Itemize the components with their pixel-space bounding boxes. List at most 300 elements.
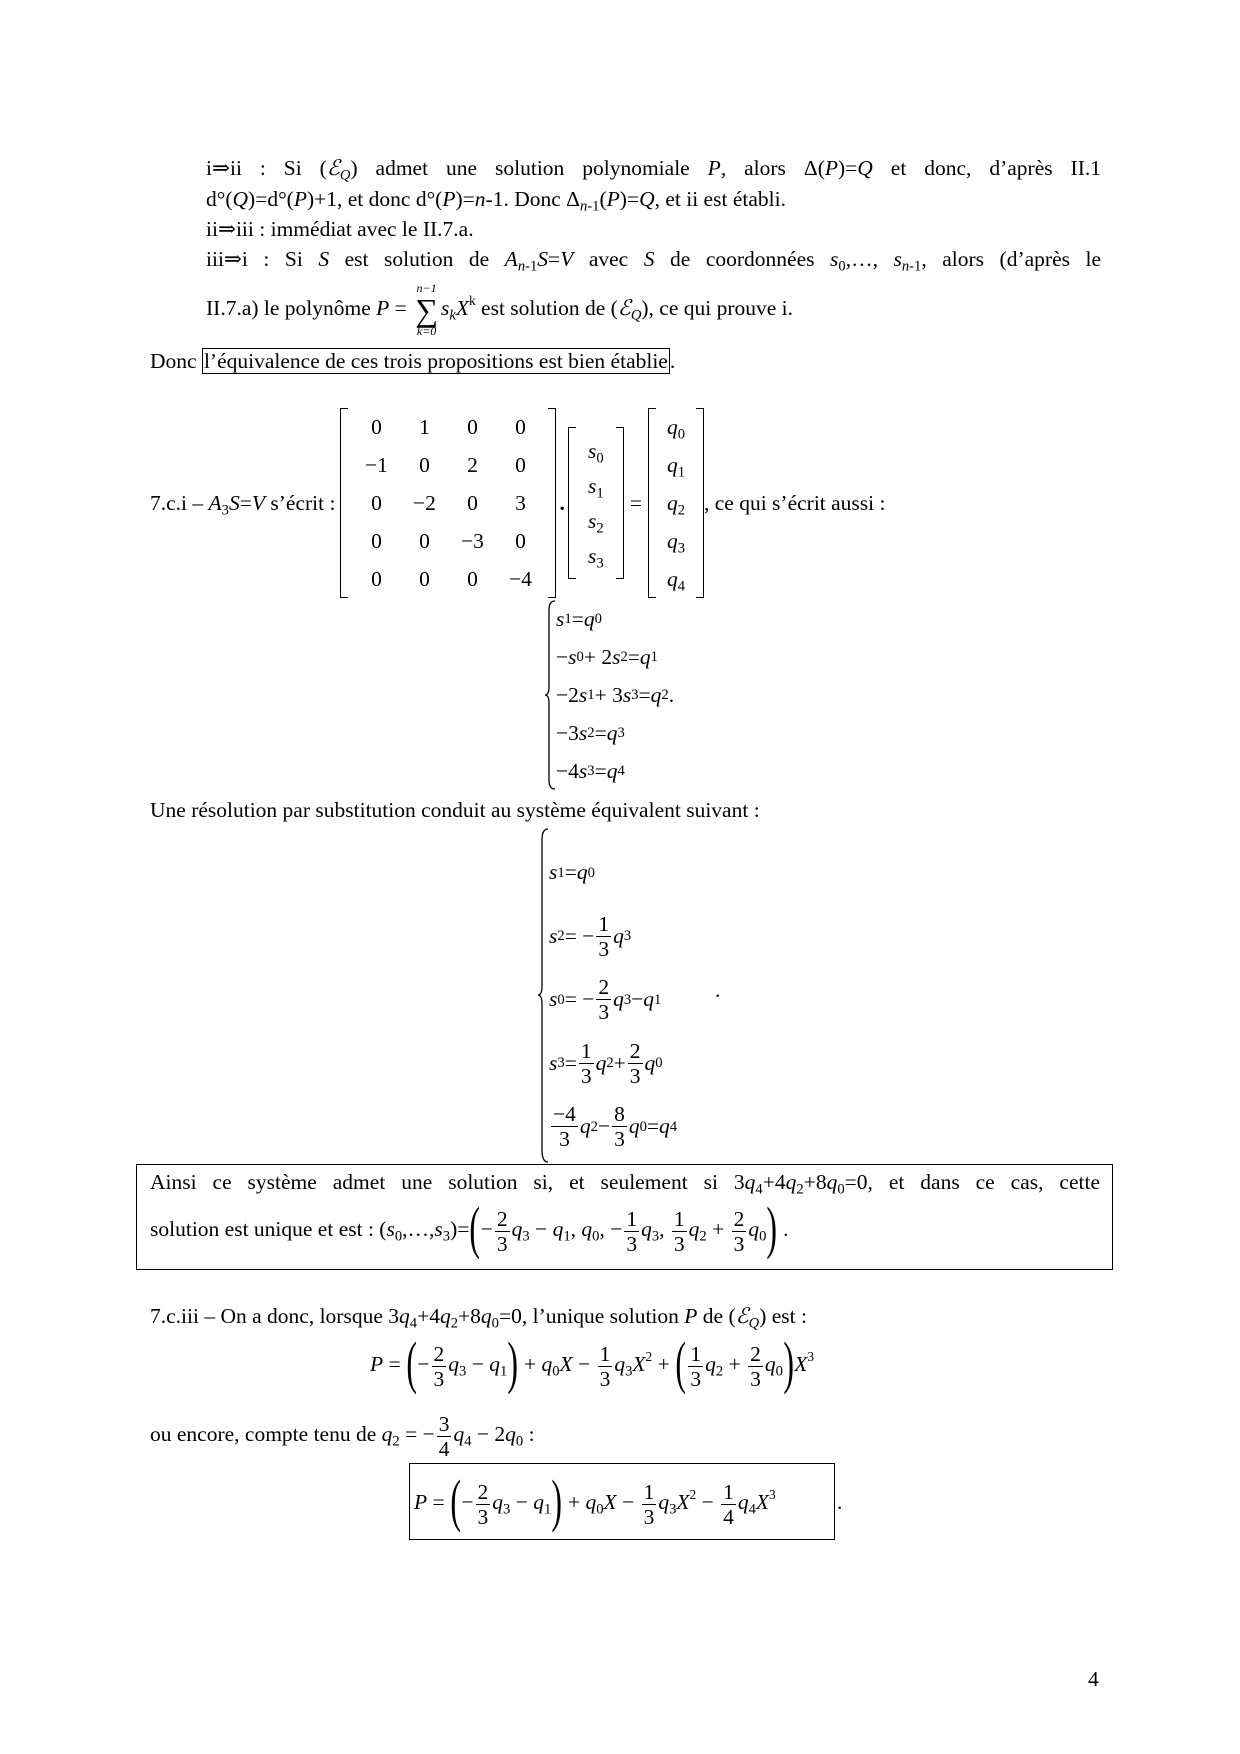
math-variable: A: [504, 247, 518, 271]
matrix-cell: −2: [413, 491, 436, 515]
subscript: 3: [669, 1501, 677, 1518]
fraction-denominator: 3: [599, 1366, 611, 1391]
boxed-conclusion: l’équivalence de ces trois propositions est bien établie: [203, 349, 668, 373]
text: =: [427, 1490, 451, 1514]
math-variable: X: [603, 1490, 617, 1514]
subscript: 0: [837, 1181, 845, 1198]
matrix-equation: [150, 408, 886, 598]
vector-entry: [667, 526, 685, 556]
matrix-equation-label: [150, 488, 335, 518]
matrix-cell: −3: [461, 529, 484, 553]
text: +4: [762, 1170, 786, 1194]
subscript: Q: [339, 167, 351, 184]
fraction-numerator: 2: [433, 1341, 445, 1366]
math-variable: s: [588, 473, 597, 498]
text: 7.c.i –: [150, 491, 209, 515]
resolution-intro: Une résolution par substitution conduit au système équivalent suivant :: [150, 798, 760, 822]
text: =: [571, 606, 584, 631]
text: −: [529, 1217, 553, 1241]
text: −4: [556, 758, 579, 783]
matrix-cell: 0: [467, 491, 478, 515]
result-line-1: [150, 1167, 1100, 1197]
superscript: 3: [769, 1487, 776, 1503]
left-brace-icon: [544, 600, 556, 790]
math-variable: X: [676, 1490, 690, 1514]
right-parenthesis: ): [766, 1195, 778, 1261]
text: +: [652, 1352, 676, 1376]
fraction: [612, 1102, 627, 1151]
text: −: [572, 1352, 596, 1376]
left-parenthesis: (: [469, 1195, 481, 1261]
text: +: [613, 1050, 626, 1075]
math-variable: q: [737, 1490, 749, 1514]
fraction-numerator: 1: [673, 1206, 685, 1231]
text: 7.c.iii – On a donc, lorsque 3: [150, 1304, 399, 1328]
system-equation: s 0 = − $\frac{2}{3}$ q 3 − q 1: [549, 975, 662, 1025]
math-variable: q: [585, 1490, 597, 1514]
math-variable: s: [549, 860, 558, 885]
text: -1. Donc Δ: [485, 187, 580, 211]
fraction-denominator: 3: [690, 1366, 702, 1391]
matrix-cell: 0: [467, 415, 478, 439]
right-parenthesis: ): [507, 1330, 519, 1396]
subscript: -1: [587, 198, 600, 215]
fraction-denominator: 3: [598, 1000, 610, 1025]
subscript: 3: [651, 1228, 660, 1245]
text: −: [556, 644, 569, 669]
text: ,: [659, 1217, 670, 1241]
text: iii⇒i : Si: [206, 247, 319, 271]
vector-q-entries: [656, 408, 696, 598]
subscript: n: [517, 258, 526, 275]
system-equation: s 1 = q 0: [556, 606, 602, 631]
text: .: [668, 682, 675, 707]
text: est solution de (: [475, 296, 618, 320]
text: −: [597, 1114, 611, 1139]
matrix-cell: 0: [371, 415, 382, 439]
subscript: n: [901, 258, 910, 275]
text: +8: [803, 1170, 827, 1194]
text: −3: [556, 720, 579, 745]
subscript: 0: [394, 1228, 403, 1245]
math-variable: s: [588, 508, 597, 533]
system-equation: s 2 = − $\frac{1}{3}$ q 3: [549, 911, 632, 961]
math-variable: s: [568, 644, 577, 669]
subscript: 3: [459, 1363, 467, 1380]
vector-s: [568, 427, 624, 579]
polynomial-formula: [370, 1330, 815, 1396]
vector-entry: [588, 506, 604, 536]
matrix-cell: 0: [371, 529, 382, 553]
fraction-denominator: 3: [477, 1504, 489, 1529]
system-equation: −2 s 1 + 3 s 3 = q 2 .: [556, 682, 675, 707]
math-variable: s: [588, 543, 597, 568]
conclusion-prefix: Donc: [150, 349, 202, 373]
math-variable: Q: [857, 156, 873, 180]
linear-system: [544, 600, 744, 790]
fraction-numerator: 2: [750, 1341, 761, 1366]
matrix-cell: 1: [419, 415, 430, 439]
text: ,: [570, 1217, 582, 1241]
subscript: 1: [499, 1363, 508, 1380]
matrix-equation-suffix: , ce qui s’écrit aussi :: [703, 491, 886, 515]
math-variable: P: [707, 156, 721, 180]
fraction: [628, 1039, 643, 1088]
subscript: -1: [525, 258, 538, 275]
text: , alors Δ(: [720, 156, 825, 180]
text: = −: [564, 923, 595, 948]
text: Ainsi ce système admet une solution si, et seulement si 3: [150, 1170, 745, 1194]
subscript: k: [449, 307, 456, 324]
text: d°(: [206, 187, 233, 211]
math-variable: q: [659, 1114, 670, 1139]
fraction: [732, 1207, 747, 1256]
matrix-cell: 0: [515, 529, 526, 553]
matrix-cell: 0: [371, 567, 382, 591]
math-variable: V: [251, 491, 266, 515]
system-equation: s 3 = $\frac{1}{3}$ q 2 + $\frac{2}{3}$ q 0: [549, 1038, 663, 1088]
math-variable: q: [641, 1217, 652, 1241]
subscript: 3: [503, 1501, 511, 1518]
fraction-denominator: 3: [643, 1504, 655, 1529]
matrix-cell: 0: [515, 453, 526, 477]
superscript: k: [469, 293, 476, 309]
math-variable: q: [606, 720, 618, 745]
proof-line-3: [206, 214, 474, 244]
math-variable: s: [578, 720, 588, 745]
final-formula: [414, 1468, 776, 1534]
section-7ciii-intro: [150, 1301, 807, 1331]
fraction: [624, 1207, 639, 1256]
final-formula-box: [409, 1463, 835, 1540]
text: ) admet une solution polynomiale: [350, 156, 708, 180]
text: est solution de: [329, 247, 505, 271]
fraction-denominator: 3: [629, 1063, 641, 1088]
math-variable: q: [764, 1352, 776, 1376]
subscript: 0: [515, 1433, 524, 1450]
text: , et ii est établi.: [654, 187, 786, 211]
matrix-cell: 2: [467, 453, 478, 477]
fraction: [551, 1102, 578, 1151]
sum-lower-limit: k=0: [416, 324, 437, 339]
text: −: [631, 987, 644, 1012]
math-variable: s: [622, 682, 632, 707]
sigma-icon: ∑: [415, 292, 438, 329]
text: −: [480, 1217, 493, 1241]
vector-entry: [588, 436, 604, 466]
text: =: [564, 1050, 577, 1075]
subscript: 3: [221, 502, 229, 519]
text: −: [466, 1352, 490, 1376]
math-variable: q: [650, 682, 662, 707]
math-variable: q: [399, 1304, 410, 1328]
fraction-numerator: 3: [438, 1411, 450, 1436]
text: =: [646, 1114, 660, 1139]
math-variable: q: [552, 1217, 564, 1241]
subscript: 1: [563, 1228, 571, 1245]
left-bracket: [568, 427, 576, 579]
math-variable: q: [606, 758, 618, 783]
text: +8: [458, 1304, 481, 1328]
subscript: 3: [625, 1363, 633, 1380]
fraction: [748, 1342, 763, 1391]
text: i⇒ii : Si (: [206, 156, 327, 180]
math-variable: q: [666, 529, 678, 553]
text: )=: [619, 187, 640, 211]
subscript: 2: [699, 1228, 707, 1245]
text: =0, et dans ce cas, cette: [844, 1170, 1100, 1194]
text: II.7.a) le polynôme: [206, 296, 377, 320]
system-trailing-dot: .: [715, 978, 721, 1002]
subscript: 1: [543, 1501, 552, 1518]
fraction-numerator: −4: [553, 1102, 576, 1127]
math-variable: q: [583, 606, 595, 631]
text: +: [518, 1352, 542, 1376]
fraction: [432, 1342, 447, 1391]
text: −2: [556, 682, 579, 707]
text: + 2: [583, 644, 613, 669]
text: ,…,: [845, 247, 894, 271]
math-variable: S: [537, 247, 549, 271]
math-variable: P: [293, 187, 307, 211]
math-variable: q: [644, 1050, 656, 1075]
system-equation: −3 s 2 = q 3: [556, 720, 625, 745]
math-variable: P: [684, 1304, 698, 1328]
math-variable: q: [613, 987, 624, 1012]
fraction-numerator: 1: [723, 1479, 734, 1504]
fraction: [688, 1342, 703, 1391]
math-variable: P: [606, 187, 620, 211]
math-variable: q: [579, 1114, 591, 1139]
superscript: 2: [645, 1349, 653, 1365]
fraction-denominator: 3: [559, 1127, 570, 1152]
left-bracket: [648, 408, 656, 598]
fraction-denominator: 3: [433, 1366, 445, 1391]
fraction-numerator: 2: [477, 1479, 489, 1504]
text: , alors (d’après le: [921, 247, 1102, 271]
text: − 2: [471, 1422, 506, 1446]
math-variable: s: [549, 1050, 558, 1075]
matrix-a3: [340, 408, 556, 598]
text: −: [461, 1490, 474, 1514]
fraction-denominator: 4: [723, 1504, 734, 1529]
proof-line-2: [206, 184, 786, 214]
text: )+1, et donc d°(: [306, 187, 443, 211]
math-variable: q: [489, 1352, 500, 1376]
math-variable: s: [578, 682, 588, 707]
text: =: [383, 1352, 407, 1376]
text: =: [389, 296, 413, 320]
matrix-cell: 0: [419, 567, 430, 591]
math-variable: ℰ: [735, 1304, 749, 1328]
math-variable: q: [595, 1050, 607, 1075]
subscript: 0: [677, 426, 686, 443]
math-variable: s: [893, 247, 902, 271]
math-variable: X: [559, 1352, 573, 1376]
math-variable: S: [228, 491, 240, 515]
math-variable: q: [453, 1422, 465, 1446]
math-variable: q: [785, 1170, 797, 1194]
matrix-cell: 0: [515, 415, 526, 439]
text: ) est :: [759, 1304, 807, 1328]
subscript: n: [579, 198, 588, 215]
vector-entry: [588, 471, 604, 501]
text: de coordonnées: [654, 247, 831, 271]
fraction-numerator: 2: [496, 1206, 508, 1231]
math-variable: X: [455, 296, 469, 320]
math-variable: Q: [639, 187, 655, 211]
fraction-numerator: 1: [626, 1206, 638, 1231]
fraction-numerator: 1: [643, 1479, 655, 1504]
subscript: 4: [755, 1181, 763, 1198]
fraction-denominator: 3: [614, 1127, 625, 1152]
text: de (: [697, 1304, 736, 1328]
matrix-cell: 0: [467, 567, 478, 591]
math-variable: q: [533, 1490, 544, 1514]
text: solution est unique et est : (: [150, 1217, 387, 1241]
fraction-denominator: 3: [580, 1063, 592, 1088]
fraction-denominator: 3: [673, 1231, 685, 1256]
math-variable: ℰ: [326, 156, 340, 180]
math-variable: n: [474, 187, 486, 211]
vector-q: [648, 408, 704, 598]
subscript: 2: [715, 1363, 724, 1380]
subscript: 2: [677, 502, 686, 519]
math-variable: P: [414, 1490, 428, 1514]
text: )=: [450, 1217, 470, 1241]
math-variable: P: [370, 1352, 384, 1376]
text: +4: [417, 1304, 440, 1328]
text: +: [706, 1217, 730, 1241]
left-brace-icon: [537, 828, 549, 1163]
subscript: 3: [677, 540, 686, 557]
sum-upper-limit: n−1: [416, 281, 437, 296]
math-variable: q: [639, 644, 651, 669]
math-variable: q: [381, 1422, 393, 1446]
system-equation: −4 s 3 = q 4: [556, 758, 625, 783]
fraction-numerator: 1: [598, 911, 610, 936]
left-parenthesis: (: [406, 1330, 418, 1396]
subscript: 0: [596, 449, 604, 466]
subscript: 3: [522, 1228, 530, 1245]
text: avec: [573, 247, 644, 271]
math-variable: s: [556, 606, 565, 631]
math-variable: q: [439, 1304, 451, 1328]
math-variable: q: [744, 1170, 756, 1194]
matrix-cell: 0: [371, 491, 382, 515]
math-variable: S: [318, 247, 330, 271]
text: ), ce qui prouve i.: [641, 296, 794, 320]
math-variable: s: [578, 758, 588, 783]
page-number: 4: [1088, 1667, 1099, 1691]
vector-entry: [667, 564, 685, 594]
math-variable: q: [666, 491, 678, 515]
system-equation: − s 0 + 2 s 2 = q 1: [556, 644, 658, 669]
fraction-denominator: 3: [626, 1231, 638, 1256]
right-bracket: [616, 427, 624, 579]
vector-entry: [588, 541, 604, 571]
superscript: 3: [807, 1349, 815, 1365]
subscript: 0: [592, 1228, 600, 1245]
system-equation: s 1 = q 0: [549, 860, 595, 885]
math-variable: s: [549, 923, 558, 948]
text: et donc, d’après II.1: [872, 156, 1102, 180]
fraction-numerator: 8: [614, 1102, 625, 1127]
text: ii⇒iii : immédiat avec le II.7.a.: [206, 217, 474, 241]
math-variable: X: [794, 1352, 808, 1376]
math-variable: s: [441, 296, 450, 320]
subscript: 0: [759, 1228, 767, 1245]
fraction: [476, 1480, 491, 1529]
text: + 3: [594, 682, 623, 707]
summation: [415, 282, 438, 338]
math-variable: q: [666, 453, 678, 477]
math-variable: q: [614, 1352, 626, 1376]
conclusion: [150, 346, 675, 376]
math-variable: q: [480, 1304, 492, 1328]
math-variable: s: [588, 438, 597, 463]
math-variable: s: [434, 1217, 443, 1241]
proof-line-1: [206, 153, 1101, 183]
proof-line-5: [206, 280, 793, 338]
text: s’écrit :: [265, 491, 336, 515]
final-formula-dot: .: [837, 1490, 843, 1514]
math-variable: X: [632, 1352, 646, 1376]
fraction-numerator: 2: [598, 975, 610, 1000]
subscript: -1: [909, 258, 922, 275]
text: −: [616, 1490, 640, 1514]
text: )=: [455, 187, 475, 211]
fraction-numerator: 1: [580, 1038, 592, 1063]
math-variable: q: [688, 1217, 700, 1241]
math-variable: q: [666, 567, 678, 591]
system-equations: [556, 600, 674, 790]
subscript: 3: [442, 1228, 451, 1245]
subscript: 3: [596, 554, 604, 571]
subscript: 0: [491, 1315, 499, 1332]
fraction-denominator: 4: [438, 1436, 450, 1461]
text: ,…,: [402, 1217, 435, 1241]
math-variable: q: [505, 1422, 516, 1446]
text: (: [599, 187, 607, 211]
matrix-cell: 0: [419, 453, 430, 477]
system-equation: $\frac{-4}{3}$ q 2 − $\frac{8}{3}$ q 0 = q 4: [553, 1102, 678, 1152]
fraction-denominator: 3: [733, 1231, 745, 1256]
math-variable: A: [208, 491, 222, 515]
fraction-denominator: 3: [496, 1231, 508, 1256]
math-variable: V: [560, 247, 574, 271]
subscript: 2: [450, 1315, 459, 1332]
text: −: [510, 1490, 534, 1514]
subscript: 0: [596, 1501, 604, 1518]
fraction-denominator: 3: [598, 936, 610, 961]
math-variable: s: [386, 1217, 395, 1241]
superscript: 2: [689, 1487, 697, 1503]
subscript: 4: [409, 1315, 418, 1332]
math-variable: P: [824, 156, 838, 180]
text: +: [723, 1352, 747, 1376]
text: = −: [399, 1422, 435, 1446]
text: = −: [564, 987, 595, 1012]
subscript: 2: [392, 1433, 400, 1450]
result-box: [136, 1164, 1113, 1270]
fraction: [598, 1342, 613, 1391]
right-bracket: [696, 408, 704, 598]
matrix-entries: [348, 408, 548, 598]
text: =: [638, 682, 651, 707]
math-variable: q: [643, 987, 655, 1012]
math-variable: P: [442, 187, 456, 211]
